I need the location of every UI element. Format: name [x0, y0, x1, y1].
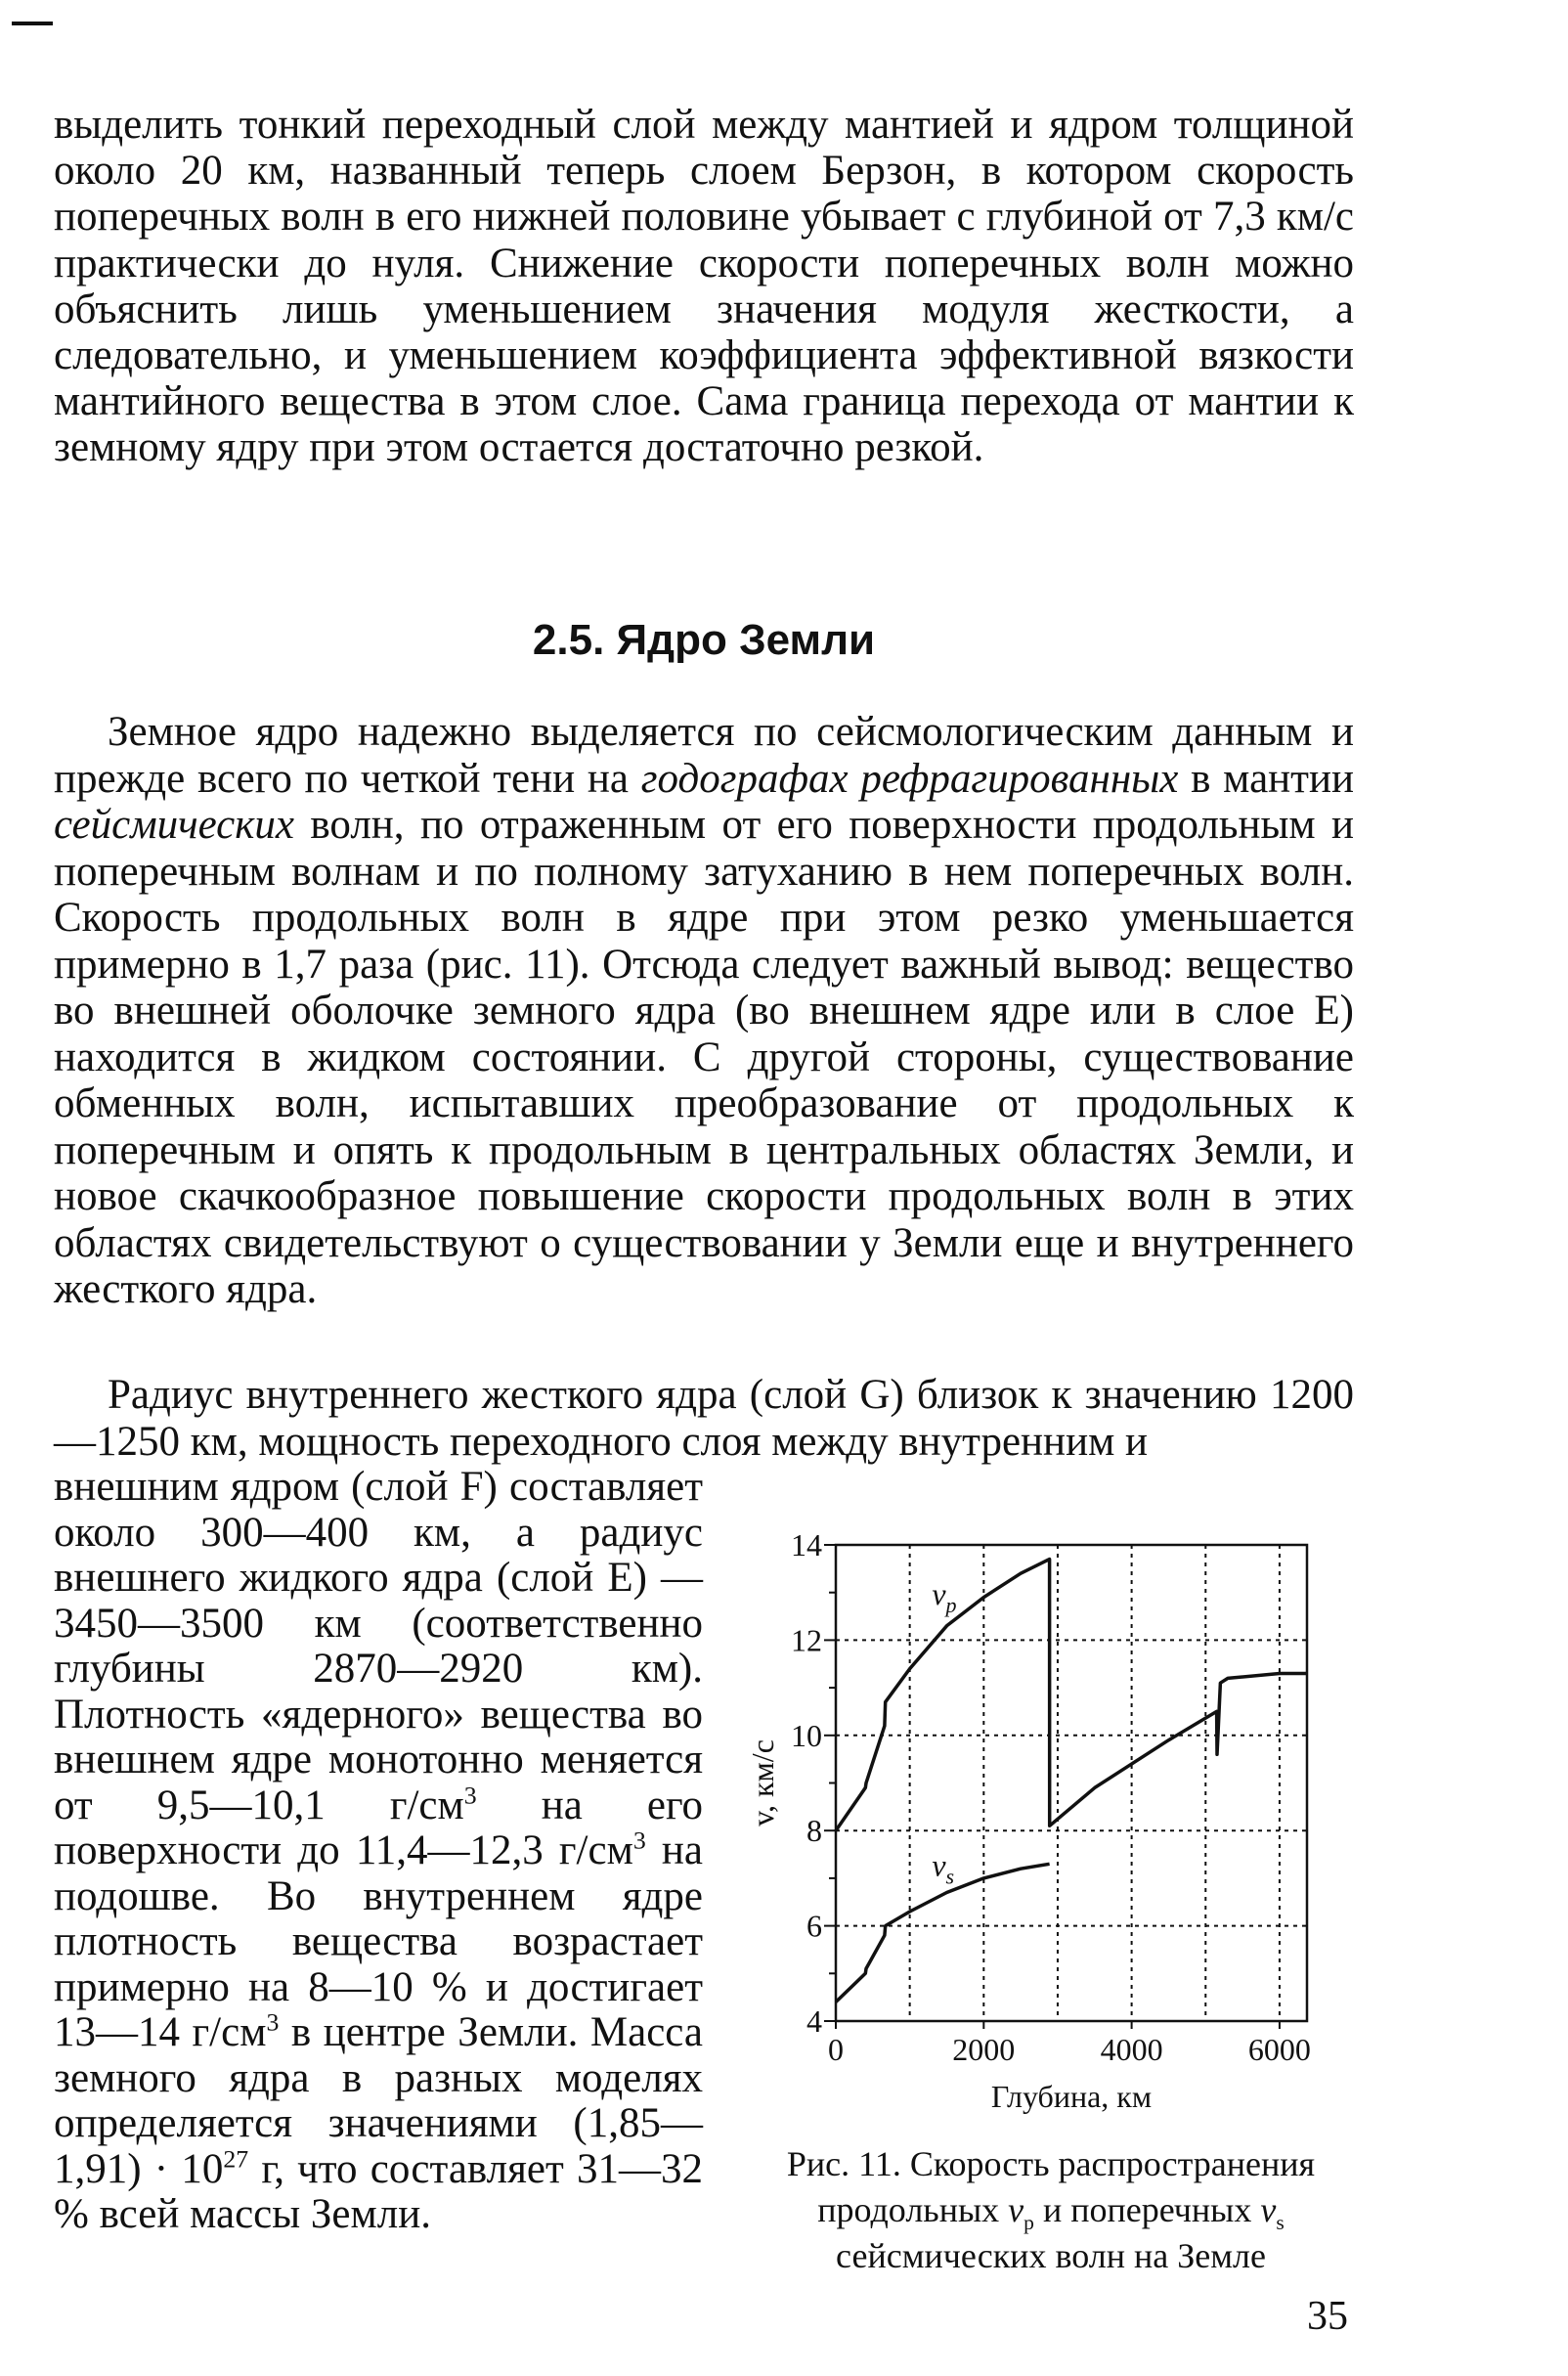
paragraph-density — [54, 1465, 703, 2238]
x-tick-label: 4000 — [1100, 2032, 1163, 2067]
chart-labels — [745, 1527, 1311, 2114]
superscript: 3 — [463, 1781, 477, 1810]
page-number: 35 — [1307, 2294, 1348, 2339]
series-line-vp — [836, 1560, 1307, 1831]
series-group — [836, 1560, 1307, 2002]
y-tick-label: 12 — [791, 1622, 822, 1658]
text-span: г, что составляет 31—32 % всей массы Земли. — [54, 2145, 704, 2237]
series-label-main: v — [932, 1847, 946, 1883]
text-span: на подошве. Во внутреннем ядре плотность вещества возрастает примерно на 8—10 % и достигает 13—14 г/см — [54, 1827, 703, 2055]
paragraph-core — [54, 709, 1354, 1313]
series-line-vs — [836, 1864, 1050, 2002]
superscript: 3 — [632, 1826, 646, 1855]
caption-symbol: v — [1008, 2190, 1024, 2229]
caption-text: сейсмических волн на Земле — [836, 2236, 1266, 2275]
y-tick-label: 6 — [806, 1908, 822, 1944]
text-span: волн, по отраженным от его поверхности продольным и поперечным волнам и по полному затуханию в нем поперечных волн. Скорость продольных волн в ядре при этом резко уменьшается примерно в 1,7 раза (рис. 11). Отсюда следует важный вывод: вещество во внешней оболочке земного ядра (во внешнем ядре или в слое E) находится в жидком состоянии. С другой стороны, существование обменных волн, испытавших преобразование от продольных к поперечным и опять к продольным в центральных областях Земли, и новое скачкообразное повышение скорости продольных волн в этих областях свидетельствуют о существовании у Земли еще и внутреннего жесткого ядра. — [54, 802, 1354, 1312]
figure-caption — [738, 2141, 1364, 2279]
text-span: на его поверхности до 11,4—12,3 г/см — [54, 1782, 704, 1873]
series-label-vs — [932, 1847, 954, 1888]
italic-term: сейсмических — [54, 802, 294, 848]
plot-frame — [836, 1545, 1307, 2021]
series-label-sub: s — [945, 1864, 955, 1889]
superscript: 27 — [223, 2144, 249, 2174]
corner-mark — [12, 22, 53, 25]
x-axis-label: Глубина, км — [990, 2079, 1153, 2114]
x-tick-label: 0 — [828, 2032, 844, 2067]
text-span: внешним ядром (слой F) составляет около 300—400 км, а радиус внешнего жидкого ядра (слой E) — 3450—3500 км (соответственно глубины 2870—2920 км). Плотность «ядерного» вещества во внешнем ядре монотонно меняется от 9,5—10,1 г/см — [54, 1464, 703, 1828]
y-tick-label: 8 — [806, 1813, 822, 1849]
y-tick-label: 14 — [791, 1527, 822, 1562]
y-tick-label: 4 — [806, 2003, 822, 2039]
x-tick-label: 6000 — [1247, 2032, 1311, 2067]
axis-ticks — [824, 1545, 1280, 2029]
series-label-sub: p — [945, 1592, 957, 1617]
paragraph-radius: Радиус внутреннего жесткого ядра (слой G) близок к значению 1200—1250 км, мощность переходного слоя между внутренним и — [54, 1372, 1354, 1465]
figure-11 — [738, 1525, 1364, 2298]
paragraph-intro: выделить тонкий переходный слой между мантией и ядром толщиной около 20 км, названный теперь слоем Берзон, в котором скорость поперечных волн в его нижней половине убывает с глубиной от 7,3 км/с практически до нуля. Снижение скорости поперечных волн можно объяснить лишь уменьшением значения модуля жесткости, а следовательно, и уменьшением коэффициента эффективной вязкости мантийного вещества в этом слое. Сама граница перехода от мантии к земному ядру при этом остается достаточно резкой. — [54, 102, 1354, 471]
section-heading: 2.5. Ядро Земли — [532, 616, 876, 664]
grid — [836, 1545, 1307, 2021]
text-span: Земное ядро надежно выделяется по сейсмологическим данным и прежде всего по четкой тени на — [54, 709, 1354, 802]
caption-symbol: v — [1260, 2190, 1277, 2229]
superscript: 3 — [266, 2007, 280, 2037]
y-axis-label: v, км/с — [745, 1739, 780, 1826]
velocity-chart — [738, 1525, 1364, 2114]
x-tick-label: 2000 — [952, 2032, 1016, 2067]
series-label-vp — [932, 1576, 956, 1617]
caption-text: и поперечных — [1033, 2190, 1261, 2229]
series-label-main: v — [932, 1575, 946, 1611]
text-span: в мантии — [1178, 755, 1354, 802]
caption-subscript: p — [1024, 2211, 1034, 2235]
caption-subscript: s — [1276, 2211, 1285, 2235]
text-span: в центре Земли. Масса земного ядра в разных моделях определяется значениями (1,85—1,91) · 10 — [54, 2009, 703, 2192]
caption-text: Рис. 11. Скорость распространения продольных — [786, 2144, 1316, 2229]
y-tick-label: 10 — [791, 1717, 822, 1753]
italic-term: годографах рефрагированных — [640, 755, 1179, 802]
